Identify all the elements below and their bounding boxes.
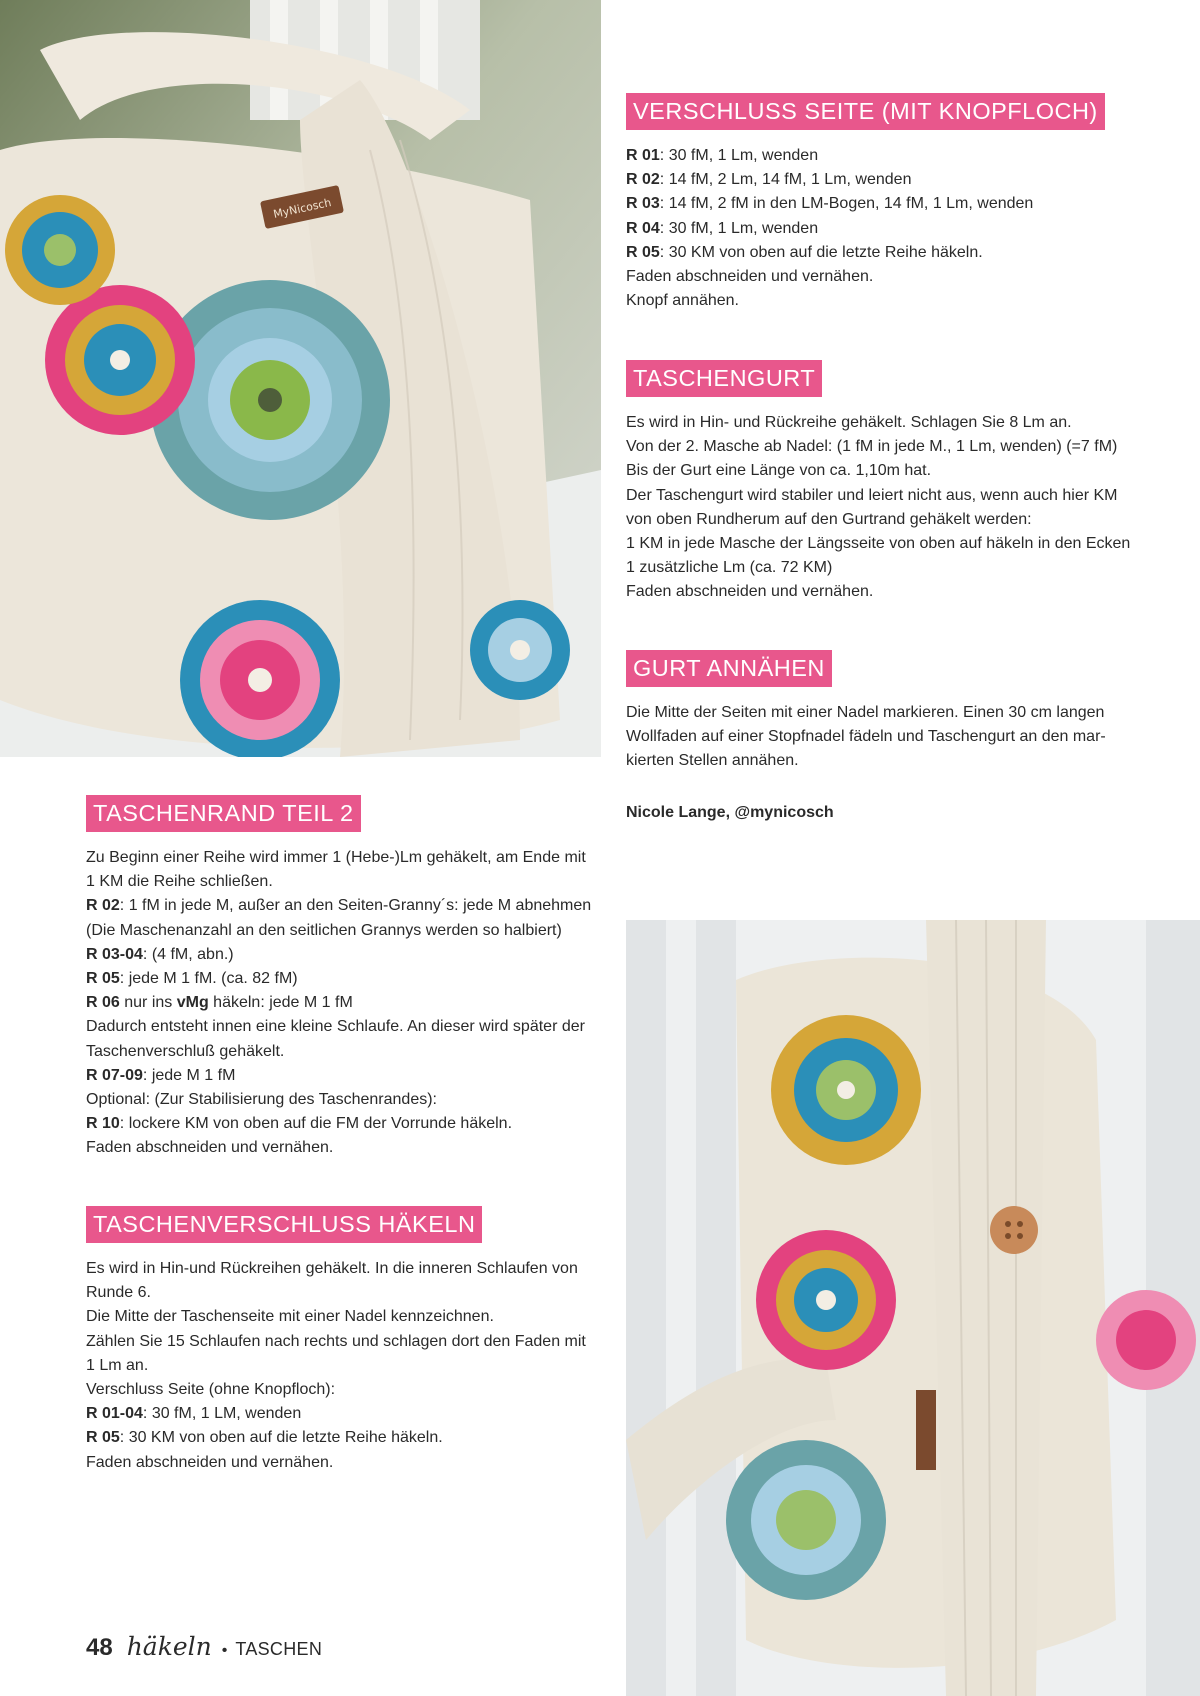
bag-label-tag: MyNicosch <box>272 195 333 221</box>
instruction-line: R 03-04: (4 fM, abn.) <box>86 945 234 963</box>
instruction-line: Von der 2. Masche ab Nadel: (1 fM in jede M., 1 Lm, wenden) (=7 fM) <box>626 438 1118 456</box>
bag-photo-bottom <box>626 920 1200 1696</box>
instruction-line: kierten Stellen annähen. <box>626 752 799 770</box>
instruction-line: Optional: (Zur Stabilisierung des Taschenrandes): <box>86 1091 437 1109</box>
instruction-line: Verschluss Seite (ohne Knopfloch): <box>86 1381 336 1399</box>
taschengurt-body <box>626 411 1130 605</box>
instruction-line: (Die Maschenanzahl an den seitlichen Grannys werden so halbiert) <box>86 921 562 939</box>
instruction-line: Die Mitte der Taschenseite mit einer Nadel kennzeichnen. <box>86 1308 494 1326</box>
footer-category: TASCHEN <box>235 1639 323 1659</box>
instruction-line: Es wird in Hin- und Rückreihe gehäkelt. Schlagen Sie 8 Lm an. <box>626 414 1072 431</box>
instruction-line: R 05: jede M 1 fM. (ca. 82 fM) <box>86 970 298 988</box>
instruction-line: R 05: 30 KM von oben auf die letzte Reihe häkeln. <box>626 243 983 261</box>
instruction-line: Zählen Sie 15 Schlaufen nach rechts und schlagen dort den Faden mit <box>86 1332 586 1350</box>
instruction-line: Faden abschneiden und vernähen. <box>86 1453 334 1471</box>
instruction-line: R 03: 14 fM, 2 fM in den LM-Bogen, 14 fM, 1 Lm, wenden <box>626 195 1034 213</box>
heading-taschengurt: TASCHENGURT <box>626 360 822 397</box>
instruction-line: 1 zusätzliche Lm (ca. 72 KM) <box>626 559 833 577</box>
instruction-line: 1 KM in jede Masche der Längsseite von oben auf häkeln in den Ecken <box>626 535 1131 553</box>
bag-photo-top <box>0 0 601 757</box>
instruction-line: 1 KM die Reihe schließen. <box>86 873 273 891</box>
instruction-line: Taschenverschluß gehäkelt. <box>86 1042 285 1060</box>
taschenrand-body <box>86 846 591 1161</box>
section-taschenverschluss <box>86 1206 586 1475</box>
instruction-line: Zu Beginn einer Reihe wird immer 1 (Hebe-)Lm gehäkelt, am Ende mit <box>86 849 586 866</box>
bag-photo-bottom-illustration <box>626 920 1200 1696</box>
taschenverschluss-body <box>86 1257 586 1475</box>
heading-taschenverschluss: TASCHENVERSCHLUSS HÄKELN <box>86 1206 482 1243</box>
gurt-annaehen-body <box>626 701 1106 774</box>
instruction-line: Knopf annähen. <box>626 292 739 310</box>
instruction-line: R 07-09: jede M 1 fM <box>86 1066 236 1084</box>
heading-verschluss-seite: VERSCHLUSS SEITE (MIT KNOPFLOCH) <box>626 93 1105 130</box>
instruction-line: Die Mitte der Seiten mit einer Nadel markieren. Einen 30 cm langen <box>626 704 1105 721</box>
instruction-line: R 02: 14 fM, 2 Lm, 14 fM, 1 Lm, wenden <box>626 171 912 189</box>
instruction-line: R 01: 30 fM, 1 Lm, wenden <box>626 147 819 164</box>
heading-gurt-annaehen: GURT ANNÄHEN <box>626 650 832 687</box>
verschluss-seite-body <box>626 144 1105 313</box>
bag-photo-top-illustration <box>0 0 601 757</box>
instruction-line: Faden abschneiden und vernähen. <box>626 268 874 286</box>
magazine-logo: häkeln <box>126 1632 212 1661</box>
section-taschenrand <box>86 795 591 1161</box>
instruction-line: Es wird in Hin-und Rückreihen gehäkelt. In die inneren Schlaufen von <box>86 1260 578 1277</box>
instruction-line: R 10: lockere KM von oben auf die FM der Vorrunde häkeln. <box>86 1115 513 1133</box>
section-taschengurt <box>626 360 1130 605</box>
instruction-line: R 04: 30 fM, 1 Lm, wenden <box>626 219 819 237</box>
instruction-line: R 02: 1 fM in jede M, außer an den Seiten-Granny´s: jede M abnehmen <box>86 897 592 915</box>
instruction-line: R 01-04: 30 fM, 1 LM, wenden <box>86 1405 302 1423</box>
section-gurt-annaehen <box>626 650 1106 774</box>
instruction-line: Der Taschengurt wird stabiler und leiert nicht aus, wenn auch hier KM <box>626 486 1118 504</box>
author-name: Nicole Lange, @mynicosch <box>626 804 834 821</box>
instruction-line: von oben Rundherum auf den Gurtrand gehäkelt werden: <box>626 510 1032 528</box>
instruction-line: Faden abschneiden und vernähen. <box>86 1139 334 1157</box>
instruction-line: R 06 nur ins vMg häkeln: jede M 1 fM <box>86 994 353 1012</box>
instruction-line: Wollfaden auf einer Stopfnadel fädeln und Taschengurt an den mar- <box>626 728 1106 746</box>
instruction-line: Bis der Gurt eine Länge von ca. 1,10m hat. <box>626 462 932 480</box>
author-credit <box>626 804 834 822</box>
page-number: 48 <box>86 1634 113 1661</box>
footer-separator: • <box>221 1642 228 1659</box>
section-verschluss-seite <box>626 93 1105 313</box>
page-footer <box>86 1632 322 1662</box>
instruction-line: Runde 6. <box>86 1284 151 1302</box>
instruction-line: Faden abschneiden und vernähen. <box>626 583 874 601</box>
instruction-line: 1 Lm an. <box>86 1356 149 1374</box>
instruction-line: R 05: 30 KM von oben auf die letzte Reihe häkeln. <box>86 1429 443 1447</box>
instruction-line: Dadurch entsteht innen eine kleine Schlaufe. An dieser wird später der <box>86 1018 585 1036</box>
heading-taschenrand: TASCHENRAND TEIL 2 <box>86 795 361 832</box>
